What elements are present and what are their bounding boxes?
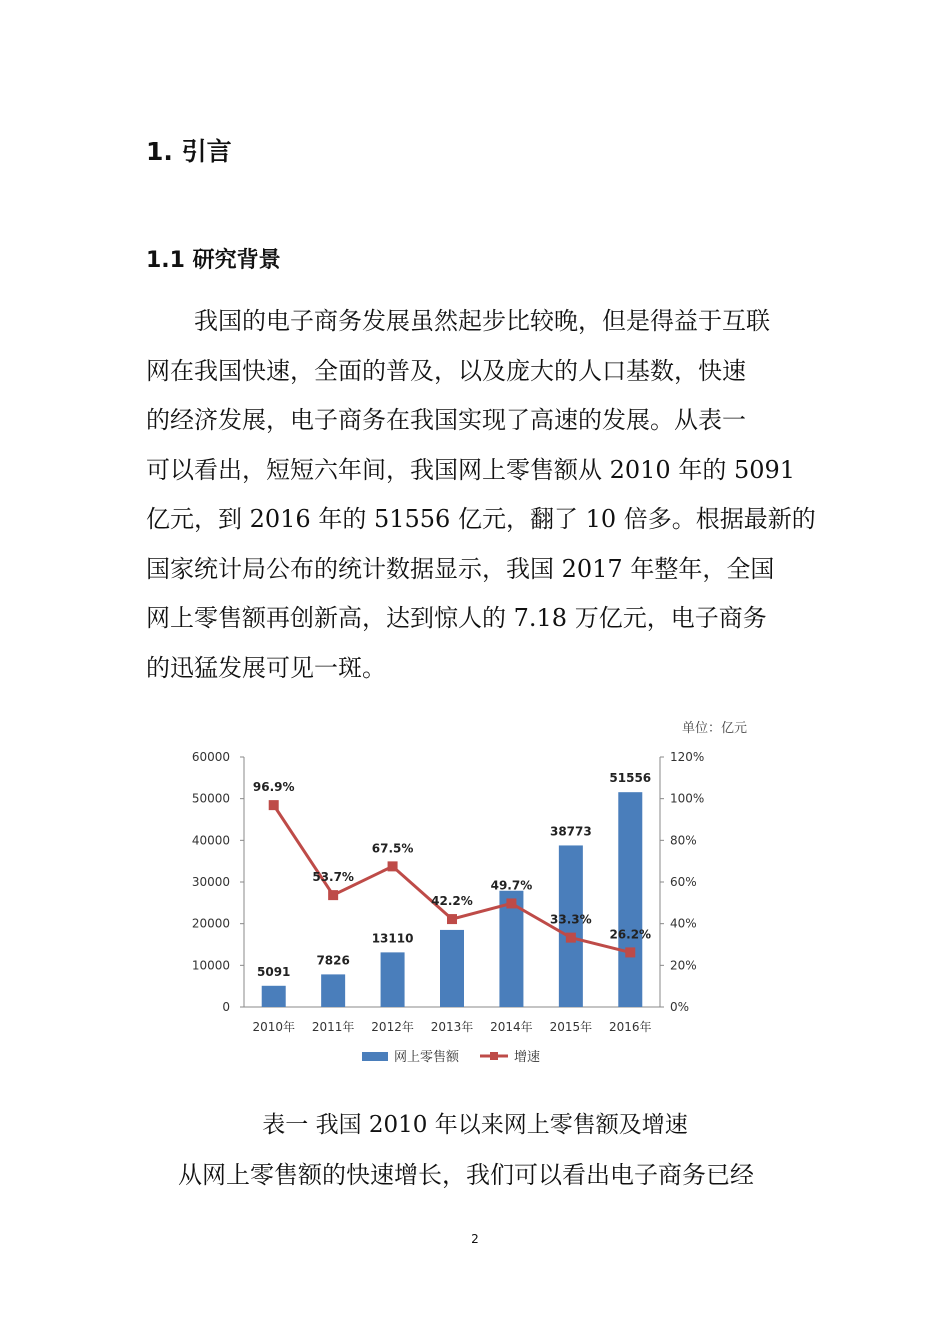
bar-data-label: 51556 xyxy=(609,771,652,786)
legend-line-label: 增速 xyxy=(514,1050,541,1065)
page-number: 2 xyxy=(471,1232,479,1246)
x-tick-label: 2016年 xyxy=(609,1020,652,1034)
growth-rate-marker xyxy=(388,861,398,871)
right-tick-label: 100% xyxy=(670,791,705,806)
table-caption: 表一 我国 2010 年以来网上零售额及增速 xyxy=(262,1112,688,1138)
line-data-label: 96.9% xyxy=(252,780,295,795)
x-tick-label: 2015年 xyxy=(549,1020,593,1034)
line-data-label: 26.2% xyxy=(609,927,652,942)
growth-rate-marker xyxy=(447,914,457,924)
bar-retail-sales xyxy=(618,792,642,1007)
line-data-label: 53.7% xyxy=(312,870,354,885)
left-tick-label: 10000 xyxy=(191,958,230,973)
left-tick-label: 20000 xyxy=(191,916,230,931)
paragraph-line: 我国的电子商务发展虽然起步比较晚，但是得益于互联 xyxy=(146,307,770,335)
legend-line-marker xyxy=(490,1052,498,1060)
right-tick-label: 60% xyxy=(670,875,697,889)
paragraph-continuation: 从网上零售额的快速增长，我们可以看出电子商务已经 xyxy=(178,1161,754,1189)
legend-bar-label: 网上零售额 xyxy=(394,1050,460,1065)
growth-rate-marker xyxy=(566,933,576,943)
line-data-label: 49.7% xyxy=(490,878,533,893)
right-tick-label: 20% xyxy=(670,958,697,973)
x-tick-label: 2013年 xyxy=(430,1020,474,1034)
growth-rate-marker xyxy=(269,800,279,810)
line-data-label: 67.5% xyxy=(371,841,414,856)
bar-data-label: 38773 xyxy=(549,824,592,839)
left-tick-label: 50000 xyxy=(191,791,230,806)
paragraph-line: 网在我国快速，全面的普及，以及庞大的人口基数，快速 xyxy=(146,356,746,385)
bar-retail-sales xyxy=(321,974,345,1007)
right-tick-label: 80% xyxy=(670,833,697,848)
paragraph-line: 亿元，到 2016 年的 51556 亿元，翻了 10 倍多。根据最新的 xyxy=(146,505,816,533)
growth-rate-marker xyxy=(506,898,516,908)
right-tick-label: 120% xyxy=(670,750,705,764)
left-tick-label: 0 xyxy=(222,1000,230,1014)
paragraph-line: 网上零售额再创新高，达到惊人的 7.18 万亿元，电子商务 xyxy=(146,604,767,632)
line-data-label: 42.2% xyxy=(431,894,473,909)
paragraph-background xyxy=(146,297,816,693)
right-tick-label: 40% xyxy=(670,916,697,931)
section-heading: 1. 引言 xyxy=(146,137,232,166)
bar-retail-sales xyxy=(262,986,286,1007)
left-tick-label: 40000 xyxy=(191,833,230,848)
bar-retail-sales xyxy=(381,952,405,1007)
right-tick-label: 0% xyxy=(670,1000,690,1014)
growth-rate-marker xyxy=(625,947,635,957)
paragraph-line: 国家统计局公布的统计数据显示，我国 2017 年整年，全国 xyxy=(146,554,775,583)
paragraph-line: 的经济发展，电子商务在我国实现了高速的发展。从表一 xyxy=(146,406,746,434)
bar-data-label: 7826 xyxy=(316,953,350,968)
unit-label: 单位：亿元 xyxy=(682,721,748,736)
left-tick-label: 30000 xyxy=(191,875,230,889)
paragraph-line: 可以看出，短短六年间，我国网上零售额从 2010 年的 5091 xyxy=(146,455,796,484)
x-tick-label: 2011年 xyxy=(311,1020,355,1034)
bar-data-label: 5091 xyxy=(257,964,291,979)
x-tick-label: 2010年 xyxy=(252,1020,295,1034)
subsection-heading: 1.1 研究背景 xyxy=(146,248,281,273)
legend-bar-swatch xyxy=(362,1052,388,1061)
x-tick-label: 2014年 xyxy=(490,1020,533,1034)
online-retail-chart xyxy=(172,700,782,1080)
bar-data-label: 13110 xyxy=(371,931,414,946)
x-tick-label: 2012年 xyxy=(371,1020,414,1034)
bar-retail-sales xyxy=(440,930,464,1007)
paragraph-line: 的迅猛发展可见一斑。 xyxy=(146,653,386,682)
left-tick-label: 60000 xyxy=(191,750,230,764)
growth-rate-marker xyxy=(328,890,338,900)
line-data-label: 33.3% xyxy=(550,912,592,927)
